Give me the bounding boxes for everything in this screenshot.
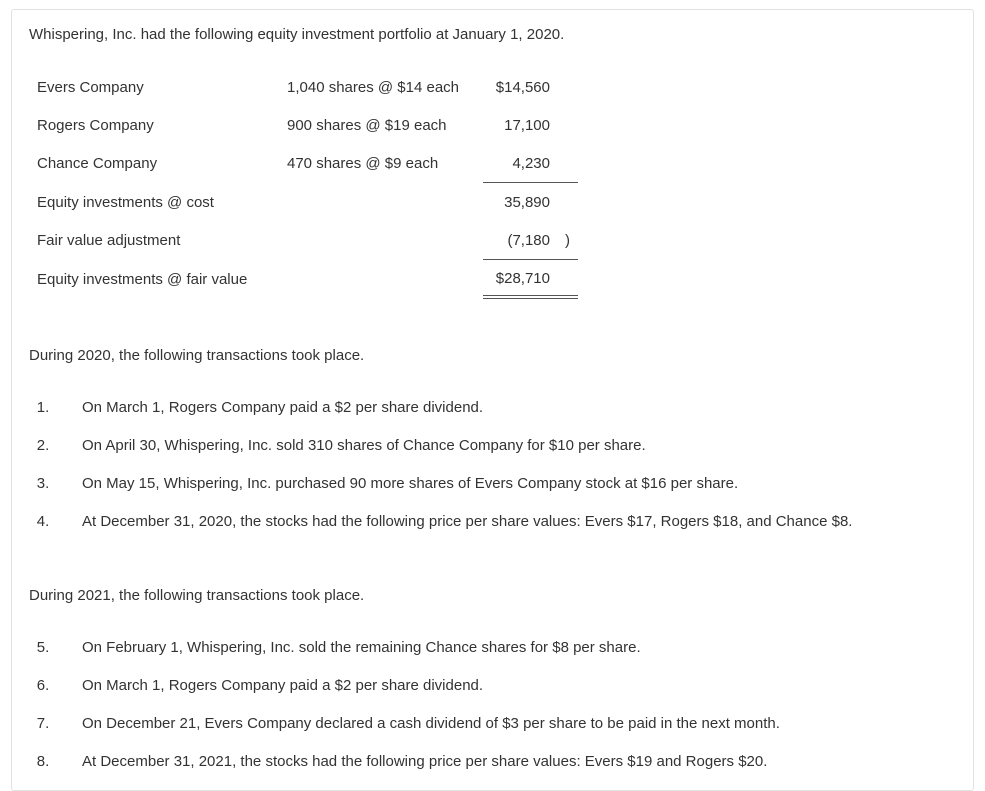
item-number: 4. — [36, 513, 50, 530]
row-amount: 17,100 — [504, 117, 550, 134]
intro-text: Whispering, Inc. had the following equity investment portfolio at January 1, 2020. — [29, 26, 565, 43]
item-number: 3. — [36, 475, 50, 492]
cost-amount: 35,890 — [504, 194, 550, 211]
fair-value-label: Equity investments @ fair value — [37, 271, 248, 288]
row-shares: 470 shares @ $9 each — [287, 155, 439, 172]
list-item: On March 1, Rogers Company paid a $2 per share dividend. — [82, 399, 484, 416]
list-item: At December 31, 2021, the stocks had the following price per share values: Evers $19 and Rogers $20. — [82, 753, 768, 770]
fair-value-amount: $28,710 — [495, 270, 550, 287]
item-number: 1. — [36, 399, 50, 416]
row-amount: $14,560 — [495, 79, 550, 96]
item-number: 5. — [36, 639, 50, 656]
total-rule — [483, 259, 578, 260]
double-rule-top — [483, 295, 578, 296]
item-number: 8. — [36, 753, 50, 770]
list-item: On March 1, Rogers Company paid a $2 per share dividend. — [82, 677, 484, 694]
list-item: On February 1, Whispering, Inc. sold the remaining Chance shares for $8 per share. — [82, 639, 641, 656]
list-item: On May 15, Whispering, Inc. purchased 90 more shares of Evers Company stock at $16 per share. — [82, 475, 739, 492]
list-item: On December 21, Evers Company declared a cash dividend of $3 per share to be paid in the next month. — [82, 715, 780, 732]
list-item: On April 30, Whispering, Inc. sold 310 shares of Chance Company for $10 per share. — [82, 437, 646, 454]
list-item: At December 31, 2020, the stocks had the following price per share values: Evers $17, Rogers $18, and Chance $8. — [82, 513, 853, 530]
item-number: 2. — [36, 437, 50, 454]
row-shares: 1,040 shares @ $14 each — [287, 79, 460, 96]
row-company: Evers Company — [37, 79, 144, 96]
item-number: 6. — [36, 677, 50, 694]
row-amount: 4,230 — [512, 155, 550, 172]
section-2021-heading: During 2021, the following transactions took place. — [29, 587, 365, 604]
double-rule-bottom — [483, 298, 578, 299]
fv-adjustment-amount: (7,180 — [507, 232, 550, 249]
row-company: Rogers Company — [37, 117, 154, 134]
fv-adjustment-paren: ) — [565, 232, 570, 249]
section-2020-heading: During 2020, the following transactions took place. — [29, 347, 365, 364]
row-company: Chance Company — [37, 155, 158, 172]
item-number: 7. — [36, 715, 50, 732]
subtotal-rule — [483, 182, 578, 183]
row-shares: 900 shares @ $19 each — [287, 117, 447, 134]
fv-adjustment-label: Fair value adjustment — [37, 232, 181, 249]
cost-label: Equity investments @ cost — [37, 194, 214, 211]
